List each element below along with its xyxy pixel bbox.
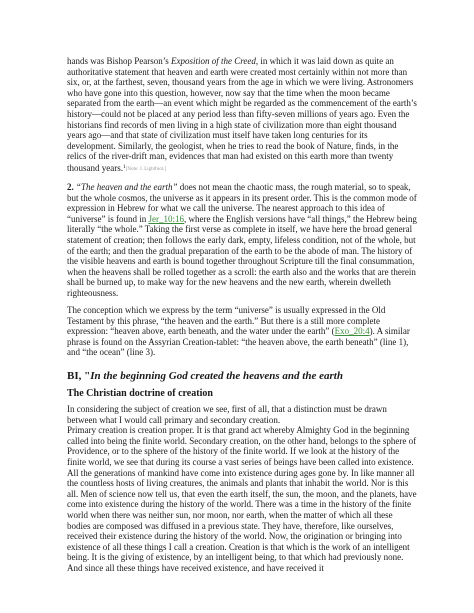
text: ). A similar phrase is found on the Assyrian Creation-tablet: “the heaven above, the earth beneath” (line 1), and “the ocean” (line 3). (67, 326, 410, 358)
text: , in which it was laid down as quite an authoritative statement that heaven and earth were created most certainly within not more than six, or, at the farthest, seven, thousand years from the age in which we were living. Astronomers who have gone into this question, however, now say that the time when the moon became separated from the earth—an event which might be regarded as the commencement of the earth’s history—could not be placed at any period less than fifty-seven millions of years ago. Even the historians find records of men living in a high state of civilization more than eight thousand years ago—and that state of civilization must itself have taken long centuries for its development. Similarly, the geologist, when he tries to read the book of Nature, finds, in the relics of the river-drift man, evidences that man had existed on this earth more than twenty thousand years. (67, 56, 417, 173)
paragraph-universe (67, 305, 417, 358)
paragraph-heaven-and-earth (67, 182, 417, 299)
scripture-link-exodus[interactable]: Exo_20:4 (334, 326, 370, 337)
text: does not mean the chaotic mass, the rough material, so to speak, but the whole cosmos, the universe as it appears in its present order. This is the common mode of expression in Hebrew for what we call the universe. The nearest approach to this idea of “universe” is found in (67, 182, 417, 224)
section-heading-bi (67, 370, 417, 383)
text: The conception which we express by the term “universe” is usually expressed in the Old Testament by this phrase, “the heaven and the earth.” But there is a still more complete expression: “heaven above, earth beneath, and the water under the earth” ( (67, 305, 386, 337)
paragraph-pearson (67, 56, 417, 176)
text: , where the English versions have “all things,” the Hebrew being literally “the whole.” Taking the first verse as complete in itself, we have here the broad general statement of creation; then follows the early dark, empty, lifeless condition, not of the whole, but of the earth; and then the gradual preparation of the earth to be the abode of man. The history of the visible heavens and earth is bound together throughout Scripture till the final consummation, when the heavens shall be rolled together as a scroll: the earth also and the works that are therein shall be burned up, to make way for the new heavens and the new earth, wherein dwelleth righteousness. (67, 213, 417, 298)
heading-prefix: BI, " (67, 370, 91, 383)
footnote-marker: 1 (123, 163, 126, 170)
heading-verse: In the beginning God created the heavens and the earth (90, 370, 343, 383)
section-heading-creation: The Christian doctrine of creation (67, 388, 213, 400)
text: hands was Bishop Pearson’s (67, 56, 171, 66)
footnote-note: [Note: J. Lightfoot.] (125, 166, 167, 172)
quoted-phrase: “The heaven and the earth” (73, 182, 178, 193)
book-title: Exposition of the Creed (171, 56, 256, 66)
paragraph-distinction: In considering the subject of creation we see, first of all, that a distinction must be drawn between what I would call primary and secondary creation. (67, 404, 387, 425)
paragraph-primary-creation: Primary creation is creation proper. It is that grand act whereby Almighty God in the beginning called into being the finite world. Secondary creation, on the other hand, belongs to the sphere of Providence, or to the sphere of the history of the finite world. If we look at the history of the finite world, we see that during its course a vast series of beings have been called into existence. All the generations of mankind have come into existence during ages gone by. In like manner all the countless hosts of living creatures, the animals and plants that inhabit the world. Nor is this all. Men of science now tell us, that even the earth itself, the sun, the moon, and the planets, have come into existence during the history of the world. There was a time in the history of the finite world when there was neither sun, nor moon, nor earth, when the matter of which all these bodies are composed was diffused in a previous state. They have, therefore, like ourselves, received their existence during the history of the world. Now, the origination or bringing into existence of all these things I call a creation. Creation is that which is the work of an intelligent being. It is the giving of existence, by an intelligent being, to that which had previously none. And since all these things have received existence, and have received it (67, 425, 417, 573)
document-body (67, 56, 417, 574)
paragraph-number: 2. (67, 182, 74, 193)
scripture-link-jeremiah[interactable]: Jer_10:16 (148, 213, 184, 224)
